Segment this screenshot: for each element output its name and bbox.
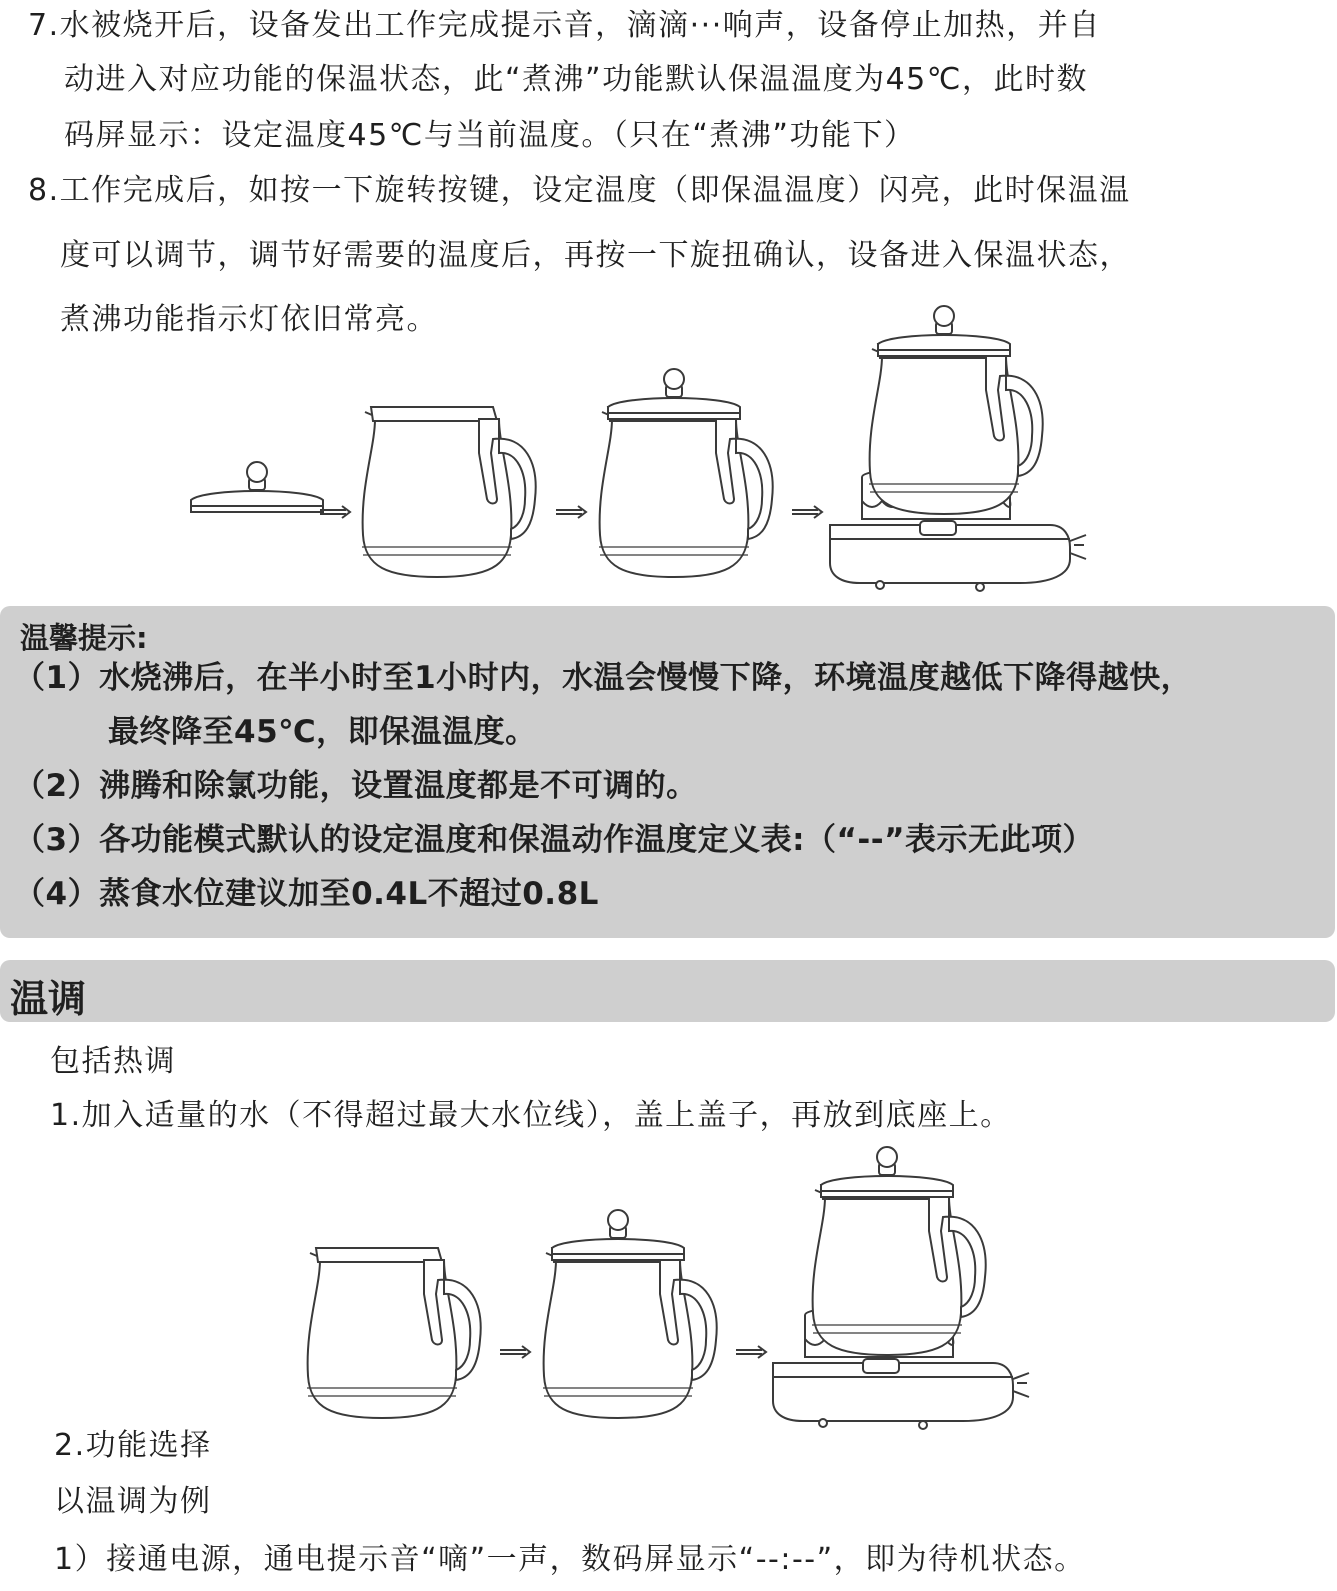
step-7-line-1: 7.水被烧开后，设备发出工作完成提示音，滴滴···响声，设备停止加热，并自 bbox=[28, 8, 1101, 43]
step-8-line-1: 8.工作完成后，如按一下旋转按键，设定温度（即保温温度）闪亮，此时保温温 bbox=[28, 173, 1131, 208]
step-7-line-3: 码屏显示：设定温度45℃与当前温度。（只在“煮沸”功能下） bbox=[64, 118, 916, 153]
tips-title: 温馨提示: bbox=[20, 621, 148, 655]
step-7-line-2: 动进入对应功能的保温状态，此“煮沸”功能默认保温温度为45℃，此时数 bbox=[64, 62, 1088, 97]
jug-with-lid-icon bbox=[543, 1210, 717, 1418]
section-step-2: 2.功能选择 bbox=[54, 1428, 212, 1463]
arrow-right-icon bbox=[500, 1346, 530, 1358]
lid-icon bbox=[191, 462, 323, 512]
section-step-1: 1.加入适量的水（不得超过最大水位线），盖上盖子，再放到底座上。 bbox=[50, 1098, 1012, 1133]
tip-item-4: （4）蒸食水位建议加至0.4L不超过0.8L bbox=[14, 876, 599, 912]
section-header bbox=[0, 960, 1335, 1022]
arrow-right-icon bbox=[792, 506, 822, 518]
kettle-on-base-icon bbox=[830, 306, 1086, 591]
kettle-on-base-icon bbox=[773, 1147, 1029, 1429]
jug-icon bbox=[362, 407, 536, 577]
section-subtitle: 包括热调 bbox=[50, 1044, 176, 1079]
jug-with-lid-icon bbox=[599, 369, 773, 577]
section-example: 以温调为例 bbox=[54, 1484, 212, 1519]
tip-item-2: （2）沸腾和除氯功能，设置温度都是不可调的。 bbox=[14, 768, 698, 804]
section-sub-step-1: 1）接通电源，通电提示音“嘀”一声，数码屏显示“--:--”，即为待机状态。 bbox=[54, 1542, 1086, 1577]
tip-item-1-line-1: （1）水烧沸后，在半小时至1小时内，水温会慢慢下降，环境温度越低下降得越快， bbox=[14, 660, 1193, 696]
tips-box bbox=[0, 606, 1335, 938]
arrow-right-icon bbox=[556, 506, 586, 518]
section-title: 温调 bbox=[10, 977, 87, 1021]
arrow-right-icon bbox=[320, 506, 350, 518]
tip-item-3: （3）各功能模式默认的设定温度和保温动作温度定义表:（“--”表示无此项） bbox=[14, 822, 1094, 858]
arrow-right-icon bbox=[736, 1346, 766, 1358]
tip-item-1-line-2: 最终降至45℃，即保温温度。 bbox=[108, 714, 537, 750]
step-8-line-2: 度可以调节，调节好需要的温度后，再按一下旋扭确认，设备进入保温状态， bbox=[60, 238, 1131, 273]
step-8-line-3: 煮沸功能指示灯依旧常亮。 bbox=[60, 302, 438, 337]
jug-icon bbox=[307, 1248, 481, 1418]
